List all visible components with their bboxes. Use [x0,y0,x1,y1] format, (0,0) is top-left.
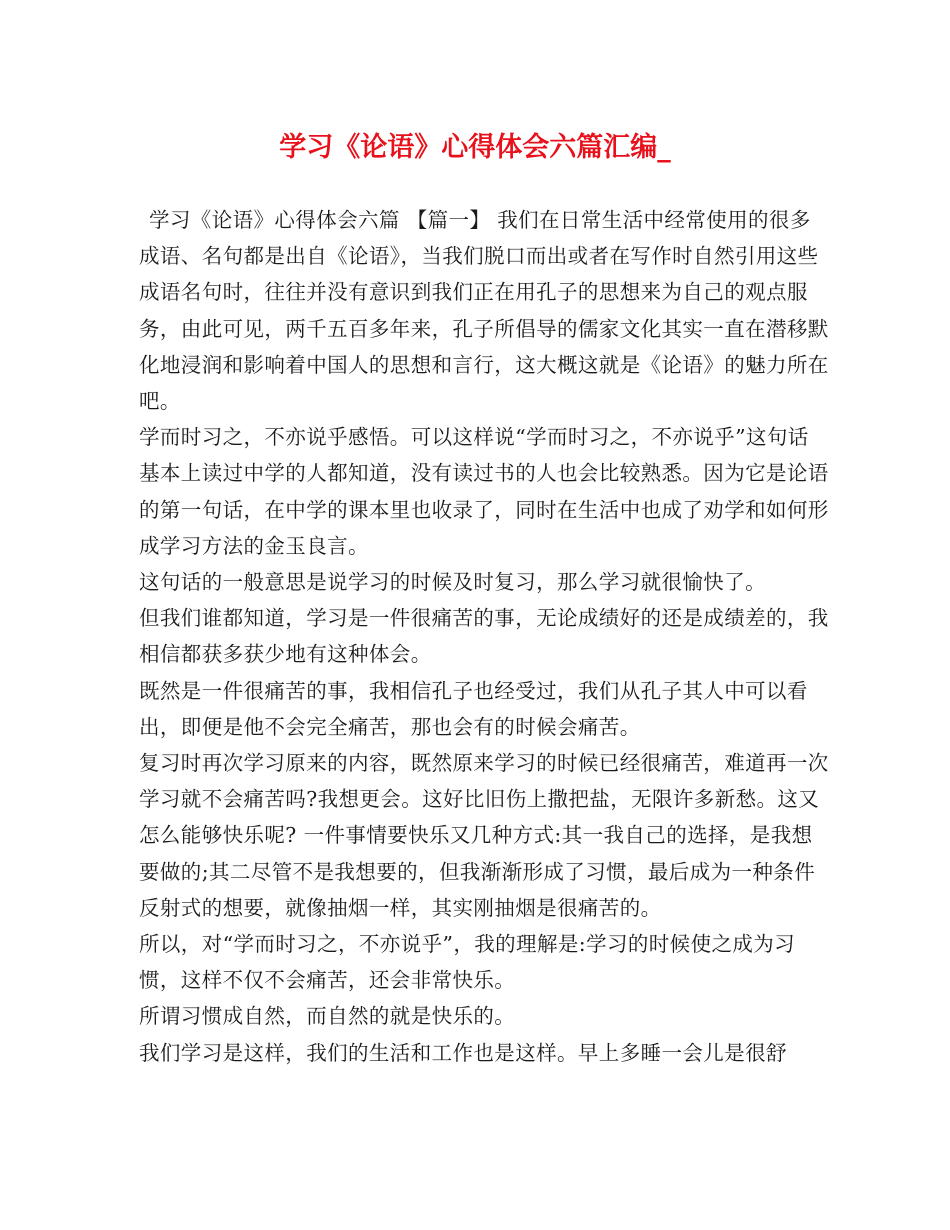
document-title: 学习《论语》心得体会六篇汇编_ [279,132,671,163]
paragraph-7: 所以，对“学而时习之，不亦说乎”，我的理解是:学习的时候使之成为习惯，这样不仅不会痛苦，还会非常快乐。 [139,932,796,993]
paragraph-4: 但我们谁都知道，学习是一件很痛苦的事，无论成绩好的还是成绩差的，我相信都获多获少地有这种体会。 [139,606,829,667]
document-body [139,202,829,1071]
paragraph-2: 学而时习之，不亦说乎感悟。可以这样说“学而时习之，不亦说乎”这句话基本上读过中学的人都知道，没有读过书的人也会比较熟悉。因为它是论语的第一句话，在中学的课本里也收录了，同时在生活中也成了劝学和如何形成学习方法的金玉良言。 [139,425,829,558]
paragraph-6: 复习时再次学习原来的内容，既然原来学习的时候已经很痛苦，难道再一次学习就不会痛苦吗?我想更会。这好比旧伤上撒把盐，无限许多新愁。这又怎么能够快乐呢? 一件事情要快乐又几种方式:其一我自己的选择，是我想要做的;其二尽管不是我想要的，但我渐渐形成了习惯，最后成为一种条件反射式的想要，就像抽烟一样，其实刚抽烟是很痛苦的。 [139,751,829,920]
paragraph-3: 这句话的一般意思是说学习的时候及时复习，那么学习就很愉快了。 [139,570,766,595]
paragraph-8: 所谓习惯成自然，而自然的就是快乐的。 [139,1004,516,1029]
paragraph-intro: 学习《论语》心得体会六篇 【篇一】 我们在日常生活中经常使用的很多成语、名句都是出自《论语》，当我们脱口而出或者在写作时自然引用这些成语名句时，往往并没有意识到我们正在用孔子的思想来为自己的观点服务，由此可见，两千五百多年来，孔子所倡导的儒家文化其实一直在潜移默化地浸润和影响着中国人的思想和言行，这大概这就是《论语》的魅力所在吧。 [139,208,829,414]
paragraph-5: 既然是一件很痛苦的事，我相信孔子也经受过，我们从孔子其人中可以看出，即便是他不会完全痛苦，那也会有的时候会痛苦。 [139,678,808,739]
paragraph-9: 我们学习是这样，我们的生活和工作也是这样。早上多睡一会儿是很舒 [139,1040,787,1065]
